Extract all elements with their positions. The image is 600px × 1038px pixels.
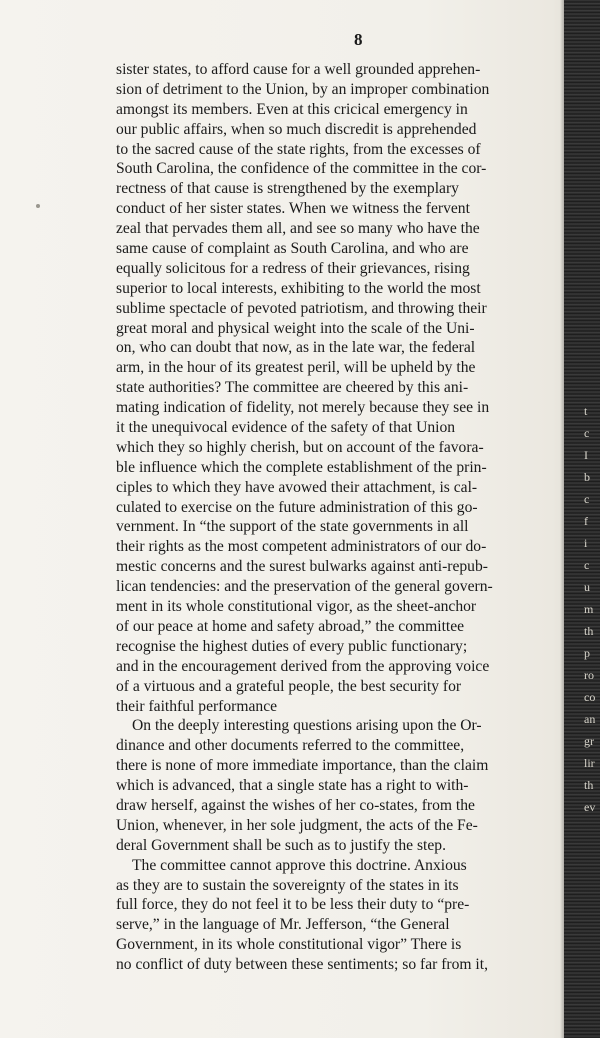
text-line: Government, in its whole constitutional vigor” There is [116,936,462,954]
margin-fragment: u [584,580,590,594]
text-line: mating indication of fidelity, not merely because they see in [116,399,490,417]
text-line: which they so highly cherish, but on account of the favora- [116,438,484,456]
margin-fragment: b [584,470,590,484]
text-line: their rights as the most competent administrators of our do- [116,538,487,556]
margin-fragment: m [584,602,594,616]
text-line: there is none of more immediate importance, than the claim [116,757,489,775]
text-line: sublime spectacle of pevoted patriotism, and throwing their [116,299,487,317]
text-line: sion of detriment to the Union, by an improper combination [116,80,490,98]
ink-smudge [36,204,40,208]
text-line: ment in its whole constitutional vigor, as the sheet-anchor [116,598,477,616]
margin-fragment: f [584,514,588,528]
margin-fragment: p [584,646,590,660]
text-line: ble influence which the complete establishment of the prin- [116,458,487,476]
text-line: equally solicitous for a redress of their grievances, rising [116,259,470,277]
text-line: and in the encouragement derived from the approving voice [116,657,490,675]
margin-fragment: t [584,404,588,418]
text-line: amongst its members. Even at this cricical emergency in [116,100,468,118]
margin-fragment: I [584,448,588,462]
text-line: of our peace at home and safety abroad,” the committee [116,617,465,635]
text-line: it the unequivocal evidence of the safety of that Union [116,419,456,437]
margin-fragment: co [584,690,596,704]
text-line: ciples to which they have avowed their attachment, is cal- [116,478,478,496]
text-line: superior to local interests, exhibiting to the world the most [116,279,481,297]
text-line: which is advanced, that a single state has a right to with- [116,777,469,795]
adjacent-page-fragments [584,400,600,818]
text-line: great moral and physical weight into the scale of the Uni- [116,319,475,337]
text-line: On the deeply interesting questions arising upon the Or- [132,717,482,735]
text-line: lican tendencies: and the preservation of the general govern- [116,578,493,596]
text-line: full force, they do not feel it to be less their duty to “pre- [116,896,470,914]
margin-fragment: th [584,778,594,792]
text-line: on, who can doubt that now, as in the late war, the federal [116,339,476,357]
text-line: South Carolina, the confidence of the committee in the cor- [116,160,487,178]
text-line: zeal that pervades them all, and see so many who have the [116,220,480,238]
text-line: rectness of that cause is strengthened by the exemplary [116,180,459,198]
margin-fragment: an [584,712,596,726]
body-text [116,60,570,975]
margin-fragment: th [584,624,594,638]
text-line: sister states, to afford cause for a well grounded apprehen- [116,61,481,78]
margin-fragment: lir [584,756,595,770]
text-line: conduct of her sister states. When we witness the fervent [116,200,470,218]
text-line: mestic concerns and the surest bulwarks against anti-repub- [116,558,488,576]
margin-fragment: ev [584,800,596,814]
text-line: their faithful performance [116,697,278,715]
text-line: same cause of complaint as South Carolina, and who are [116,240,469,258]
text-line: The committee cannot approve this doctrine. Anxious [132,856,467,874]
margin-fragment: i [584,536,588,550]
text-line: our public affairs, when so much discredit is apprehended [116,120,477,138]
text-line: no conflict of duty between these sentiments; so far from it, [116,956,488,974]
text-line: state authorities? The committee are cheered by this ani- [116,379,469,397]
page-number: 8 [354,30,363,49]
margin-fragment: c [584,492,590,506]
margin-fragment: c [584,558,590,572]
text-line: vernment. In “the support of the state governments in all [116,518,469,536]
margin-fragment: ro [584,668,594,682]
text-line: of a virtuous and a grateful people, the best security for [116,677,462,695]
text-line: culated to exercise on the future administration of this go- [116,498,478,516]
margin-fragment: c [584,426,590,440]
text-line: draw herself, against the wishes of her co-states, from the [116,796,475,814]
text-line: recognise the highest duties of every public functionary; [116,637,468,655]
text-line: dinance and other documents referred to the committee, [116,737,465,755]
text-line: serve,” in the language of Mr. Jefferson, “the General [116,916,450,934]
margin-fragment: gr [584,734,594,748]
text-line: as they are to sustain the sovereignty of the states in its [116,876,459,894]
text-line: arm, in the hour of its greatest peril, will be upheld by the [116,359,476,377]
text-line: deral Government shall be such as to justify the step. [116,836,446,854]
text-line: Union, whenever, in her sole judgment, the acts of the Fe- [116,816,478,834]
text-line: to the sacred cause of the state rights, from the excesses of [116,140,481,158]
